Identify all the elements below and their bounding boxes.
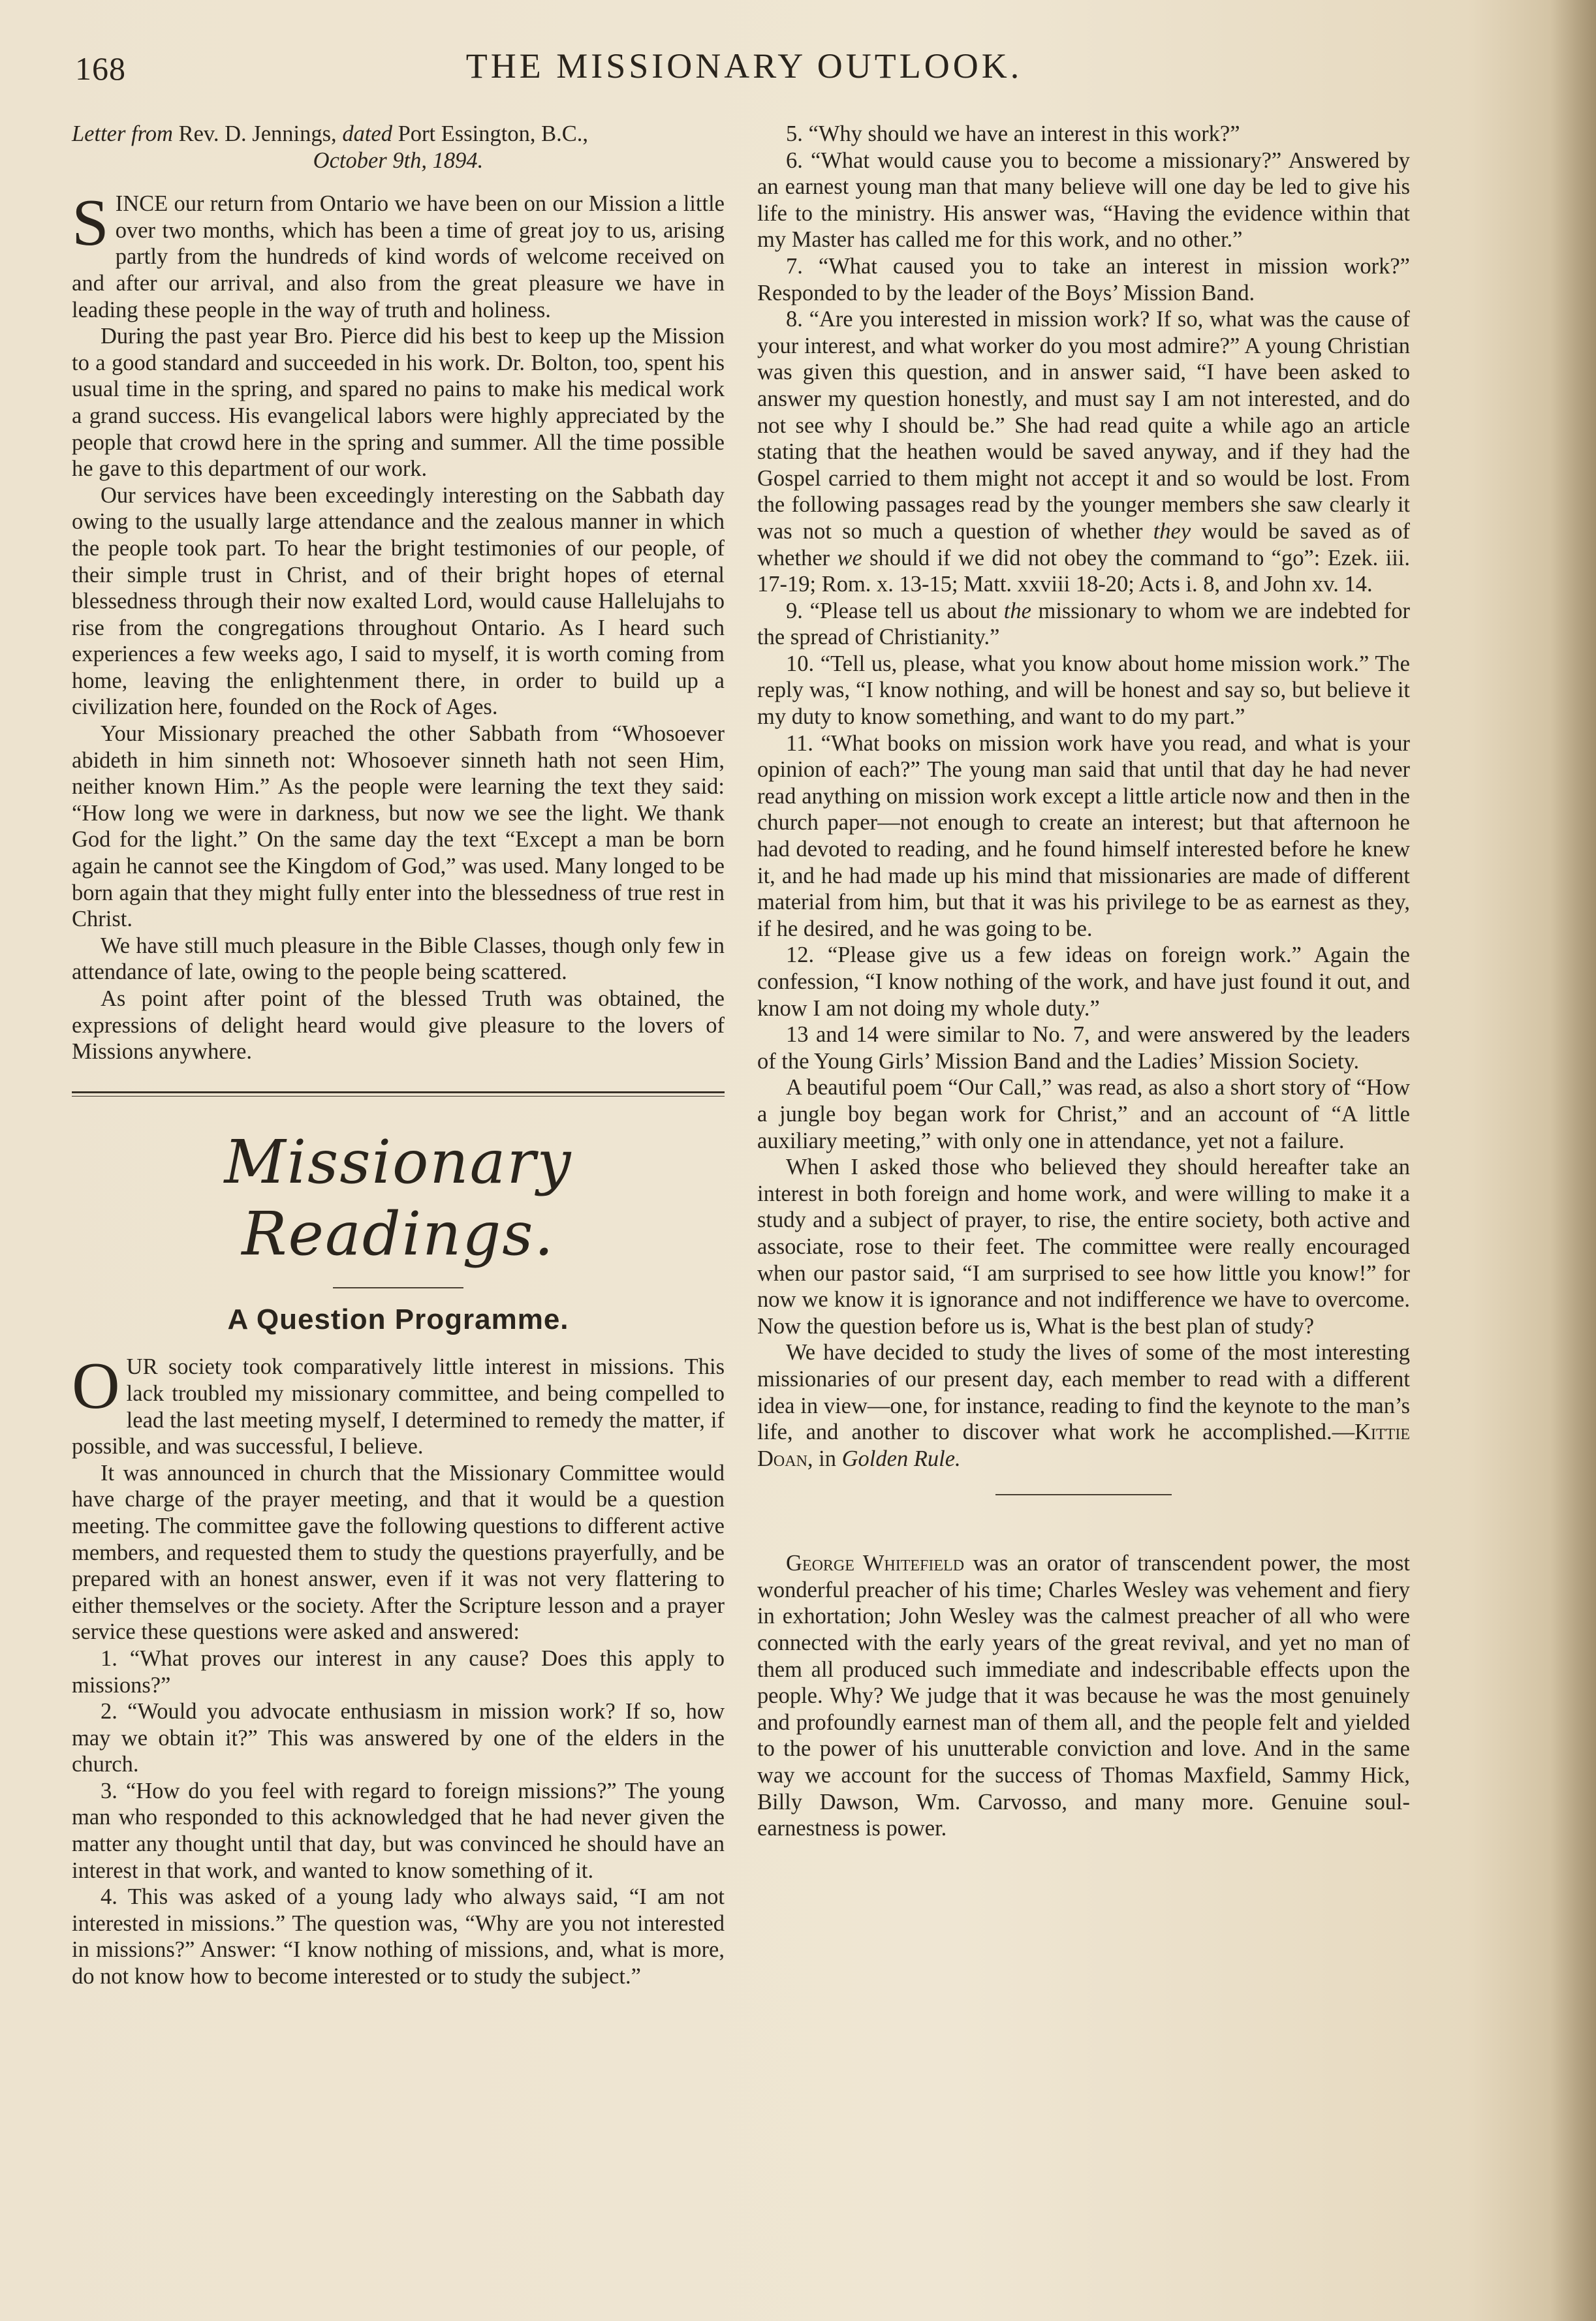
title-rule <box>333 1287 463 1288</box>
letter-paragraph-5: We have still much pleasure in the Bible Classes, though only few in attendance of late, owing to the people being scattered. <box>72 933 725 985</box>
letter-paragraph-2: During the past year Bro. Pierce did his best to keep up the Mission to a good standard and succeeded in his work. Dr. Bolton, too, spent his usual time in the spring, and spared no pains to make his medical work a grand success. His evangelical labors were highly appreciated by the people that crowd here in the spring and summer. All the time possible he gave to this department of our work. <box>72 324 725 482</box>
letter-heading-line1: Letter from Rev. D. Jennings, dated Port Essington, B.C., <box>72 121 588 146</box>
drop-cap-o: O <box>72 1349 120 1424</box>
whitefield-name: George Whitefield <box>786 1551 965 1576</box>
left-column <box>72 121 725 1990</box>
readings-paragraph-1: OUR society took comparatively little interest in missions. This lack troubled my missionary committee, and being compelled to lead the last meeting myself, I determined to remedy the matter, if possible, and was successful, I believe. <box>72 1349 725 1459</box>
spine-shadow <box>1550 0 1596 2321</box>
poem-paragraph: A beautiful poem “Our Call,” was read, as also a short story of “How a jungle boy began work for Christ,” and an account of “A little auxiliary meeting,” with only one in attendance, yet not a failure. <box>757 1075 1410 1153</box>
whitefield-paragraph: George Whitefield was an orator of transcendent power, the most wonderful preacher of his time; Charles Wesley was vehement and fiery in exhortation; John Wesley was the calmest preacher of all who were connected with the early years of the great revival, and yet no man of them all produced such immediate and indescribable effects upon the people. Why? We judge that it was because he was the most genuinely and profoundly earnest man of them all, and the people felt and yielded to the power of his unutterable conviction and love. And in the same way we account for the success of Thomas Maxfield, Sammy Hick, Billy Dawson, Wm. Carvosso, and many more. Genuine soul-earnestness is power. <box>757 1551 1411 1841</box>
article-end-rule <box>995 1494 1172 1495</box>
question-9: 9. “Please tell us about the missionary to whom we are indebted for the spread of Christianity.” <box>757 598 1410 650</box>
question-8: 8. “Are you interested in mission work? If so, what was the cause of your interest, and what worker do you most admire?” A young Christian was given this question, and in answer said, “I have been asked to answer my question honestly, and must say I am not interested, and do not see why I should be.” She had read quite a while ago an article stating that the heathen would be saved anyway, and if they had the Gospel carried to them might not accept it and so would be lost. From the following passages read by the younger members she saw clearly it was not so much a question of whether they would be saved as of whether we should if we did not obey the command to “go”: Ezek. iii. 17-19; Rom. x. 13-15; Matt. xxviii 18-20; Acts i. 8, and John xv. 14. <box>757 307 1411 597</box>
letter-paragraph-3: Our services have been exceedingly interesting on the Sabbath day owing to the usually large attendance and the zealous manner in which the people took part. To hear the bright testimonies of our people, of their simple trust in Christ, and of their bright hopes of eternal blessedness through their now exalted Lord, would cause Hallelujahs to rise from the congregations throughout Ontario. As I heard such experiences a few weeks ago, I said to myself, it is worth coming from home, leaving the enlightenment there, in order to build up a civilization here, founded on the Rock of Ages. <box>72 482 725 720</box>
question-5: 5. “Why should we have an interest in this work?” <box>786 121 1240 146</box>
question-12: 12. “Please give us a few ideas on foreign work.” Again the confession, “I know nothing of the work, and have just found it out, and know I am not doing my whole duty.” <box>757 942 1410 1021</box>
question-2: 2. “Would you advocate enthusiasm in mission work? If so, how may we obtain it?” This was answered by one of the elders in the church. <box>72 1699 725 1777</box>
question-1: 1. “What proves our interest in any cause? Does this apply to missions?” <box>72 1645 725 1698</box>
question-3: 3. “How do you feel with regard to foreign missions?” The young man who responded to this acknowledged that he had never given the matter any thought until that day, but was convinced he should have an interest in that work, and wanted to know something of it. <box>72 1778 725 1883</box>
author-name: Kittie Doan <box>757 1420 1410 1471</box>
question-4: 4. This was asked of a young lady who always said, “I am not interested in missions.” The question was, “Why are you not interested in missions?” Answer: “I know nothing of missions, and, what is more, do not know how to become interested or to study the subject.” <box>72 1884 725 1989</box>
article-subtitle: A Question Programme. <box>227 1303 569 1335</box>
running-title: THE MISSIONARY OUTLOOK. <box>465 46 1023 86</box>
letter-paragraph-1: SINCE our return from Ontario we have been on our Mission a little over two months, which has been a time of great joy to us, arising partly from the hundreds of kind words of welcome received on and after our arrival, and also from the great pleasure we have in leading these people in the way of truth and holiness. <box>72 186 725 322</box>
question-6: 6. “What would cause you to become a missionary?” Answered by an earnest young man that many believe will one day be led to give his life to the ministry. His answer was, “Having the evidence within that my Master has called me for this work, and no other.” <box>757 148 1410 253</box>
question-13-14: 13 and 14 were similar to No. 7, and were answered by the leaders of the Young Girls’ Mission Band and the Ladies’ Mission Society. <box>757 1022 1410 1074</box>
question-7: 7. “What caused you to take an interest in mission work?” Responded to by the leader of the Boys’ Mission Band. <box>757 253 1410 305</box>
letter-paragraph-6: As point after point of the blessed Truth was obtained, the expressions of delight heard would give pleasure to the lovers of Missions anywhere. <box>72 986 725 1065</box>
society-rose-paragraph: When I asked those who believed they should hereafter take an interest in both foreign and home work, and were willing to make it a study and a subject of prayer, to rise, the entire society, both active and associate, rose to their feet. The committee were really encouraged when our pastor said, “I am surprised to see how little you know!” for now we know it is ignorance and not indifference we have to overcome. Now the question before us is, What is the best plan of study? <box>757 1155 1410 1339</box>
study-plan-paragraph: We have decided to study the lives of some of the most interesting missionaries of our present day, each member to read with a different idea in view—one, for instance, reading to find the keynote to the man’s life, and another to discover what work he accomplished.—Kittie Doan, in Golden Rule. <box>757 1340 1410 1471</box>
drop-cap-s: S <box>72 186 109 260</box>
readings-paragraph-2: It was announced in church that the Missionary Committee would have charge of the prayer meeting, and that it would be a question meeting. The committee gave the following questions to different active members, and requested them to study the questions prayerfully, and be prepared with an honest answer, even if it was not very flattering to either themselves or the society. After the Scripture lesson and a prayer service these questions were asked and answered: <box>72 1460 725 1645</box>
section-divider <box>72 1091 725 1097</box>
right-column <box>757 121 1410 1842</box>
section-title: Missionary Readings. <box>224 1127 572 1269</box>
letter-heading-date: October 9th, 1894. <box>313 148 484 173</box>
question-10: 10. “Tell us, please, what you know about home mission work.” The reply was, “I know nothing, and will be honest and say so, but believe it my duty to know something, and want to do my part.” <box>757 651 1410 730</box>
source-name: Golden Rule. <box>841 1446 961 1471</box>
question-11: 11. “What books on mission work have you read, and what is your opinion of each?” The young man said that until that day he had never read anything on mission work except a little article now and then in the church paper—not enough to create an interest; but that afternoon he had devoted to reading, and he found himself interested before he knew it, and he had made up his mind that missionaries are made of different material from him, but that it was his privilege to be as earnest as they, if he desired, and he was going to be. <box>757 730 1410 941</box>
letter-paragraph-4: Your Missionary preached the other Sabbath from “Whosoever abideth in him sinneth not: Whosoever sinneth hath not seen Him, neither known Him.” As the people were learning the text they said: “How long we were in darkness, but now we see the light. We thank God for the light.” On the same day the text “Except a man be born again he cannot see the Kingdom of God,” was used. Many longed to be born again that they might fully enter into the blessedness of true rest in Christ. <box>72 721 725 932</box>
page-number: 168 <box>75 50 126 87</box>
letter-heading <box>72 121 725 174</box>
page-header <box>75 46 1413 98</box>
